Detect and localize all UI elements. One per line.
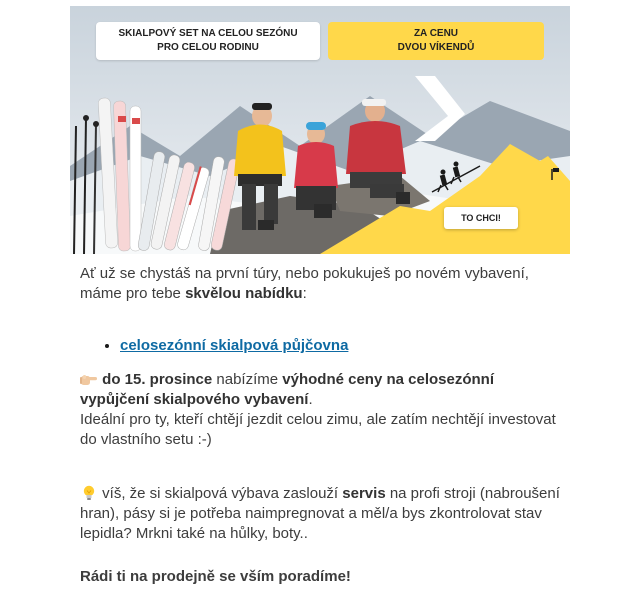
headline-line1: SKIALPOVÝ SET NA CELOU SEZÓNU <box>118 28 298 39</box>
hero-banner[interactable] <box>70 6 570 254</box>
offer-link[interactable]: celosezónní skialpová půjčovna <box>120 337 349 354</box>
intro-end: : <box>302 285 307 302</box>
headline-badge <box>96 22 320 60</box>
price-line1: ZA CENU <box>413 28 459 39</box>
to-chci-button[interactable]: TO CHCI! <box>444 207 518 229</box>
intro-bold: skvělou nabídku <box>185 285 303 302</box>
price-line2: DVOU VÍKENDŮ <box>397 42 475 53</box>
service-end: na profi stroji (nabroušení hran), pásy si je potřeba naimpregnovat a měl/a bys zkontrolovat stav lepidla? Mrkni také na hůlky, boty.. <box>80 485 560 542</box>
intro-paragraph <box>80 264 560 304</box>
closing-line: Rádi ti na prodejně se vším poradíme! <box>80 568 351 585</box>
intro-text: Ať už se chystáš na první túry, nebo pokukuješ po novém vybavení, máme pro tebe <box>80 265 529 302</box>
lightbulb-icon <box>80 485 98 501</box>
email-content <box>70 264 570 587</box>
promo-offer: výhodné ceny na celosezónní vypůjčení skialpového vybavení <box>80 371 494 408</box>
email-body <box>70 6 570 587</box>
price-badge <box>328 22 544 60</box>
promo-end: . <box>308 391 313 408</box>
service-bold: servis <box>342 485 386 502</box>
pointing-hand-icon <box>80 371 98 387</box>
promo-date: do 15. prosince <box>102 371 213 388</box>
list-item <box>120 336 560 356</box>
service-text: víš, že si skialpová výbava zaslouží <box>98 485 343 502</box>
promo-detail: Ideální pro ty, kteří chtějí jezdit celou zimu, ale zatím nechtějí investovat do vlastního setu :-) <box>80 411 556 448</box>
offer-list <box>80 336 560 356</box>
promo-paragraph <box>80 370 560 410</box>
promo-mid: nabízíme <box>212 371 283 388</box>
headline-line2: PRO CELOU RODINU <box>157 42 259 53</box>
service-paragraph <box>80 484 560 544</box>
